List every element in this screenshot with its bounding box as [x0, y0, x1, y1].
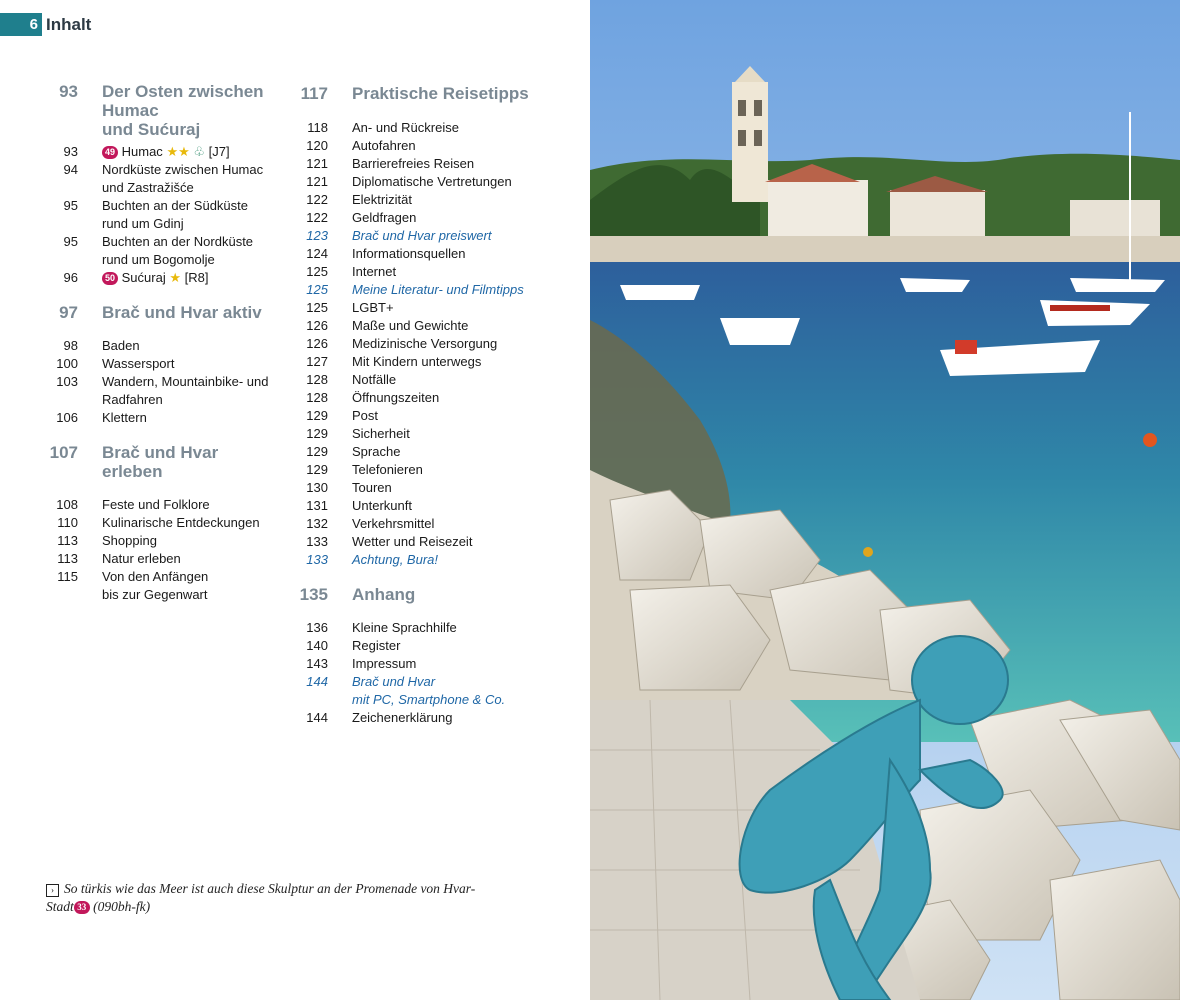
map-pin-icon: 49	[102, 146, 118, 159]
caption-arrow-icon: ›	[46, 884, 59, 897]
entry-title: Unterkunft	[352, 498, 412, 513]
toc-entry[interactable]	[290, 209, 550, 227]
entry-title: Brač und Hvar preiswert	[352, 228, 492, 243]
star-rating-icon: ★	[169, 270, 181, 285]
entry-page-number: 120	[306, 138, 328, 153]
entry-title: Touren	[352, 480, 392, 495]
entry-title: Post	[352, 408, 379, 423]
page-header	[0, 13, 91, 36]
toc-entry[interactable]: 106 Klettern	[56, 410, 147, 425]
entry-title: Wetter und Reisezeit	[352, 534, 473, 549]
entry-title: Sprache	[352, 444, 401, 459]
section-title: Der Osten zwischen Humac und Sućuraj	[102, 82, 264, 139]
toc-entry[interactable]	[290, 497, 550, 515]
toc-entry[interactable]	[290, 479, 550, 497]
toc-entry[interactable]	[290, 619, 550, 637]
nature-icon: ♧	[193, 144, 206, 159]
entry-page-number: 130	[306, 480, 328, 495]
toc-entry[interactable]: 113 Shopping	[57, 533, 157, 548]
toc-entry[interactable]	[290, 515, 550, 533]
toc-entry[interactable]: 95 Buchten an der Nordküste rund um Bogomolje	[63, 234, 254, 267]
toc-section-heading[interactable]: 117 Praktische Reisetipps	[300, 84, 529, 103]
toc-entry[interactable]: 93 49 Humac ★★ ♧ [J7]	[63, 144, 230, 159]
toc-entry[interactable]	[290, 335, 550, 353]
entry-title: Impressum	[352, 656, 417, 671]
toc-entry[interactable]	[290, 673, 550, 691]
toc-entry[interactable]	[290, 533, 550, 551]
toc-section-heading[interactable]: 107 Brač und Hvar erleben	[49, 443, 219, 481]
entry-page-number: 118	[307, 120, 328, 135]
entry-title: Barrierefreies Reisen	[352, 156, 475, 171]
entry-title: Sicherheit	[352, 426, 410, 441]
hvar-harbour-photo	[590, 0, 1180, 1000]
entry-title: Zeichenerklärung	[352, 710, 453, 725]
entry-page-number: 136	[306, 620, 328, 635]
entry-page-number: 126	[306, 336, 328, 351]
toc-entry[interactable]	[290, 551, 550, 569]
section-page-number: 93	[59, 82, 78, 101]
toc-entry[interactable]	[290, 407, 550, 425]
toc-entry[interactable]: 108 Feste und Folklore	[56, 497, 210, 512]
entry-page-number: 125	[306, 300, 328, 315]
toc-entry[interactable]: 100 Wassersport	[56, 356, 175, 371]
entry-page-number: 123	[306, 228, 328, 243]
entry-title: Meine Literatur- und Filmtipps	[352, 282, 524, 297]
toc-entry[interactable]: 98 Baden	[63, 338, 140, 353]
toc-column-left	[40, 80, 280, 604]
map-grid-ref: [J7]	[208, 144, 230, 159]
toc-entry[interactable]: 94 Nordküste zwischen Humac und Zastražišće	[63, 162, 264, 195]
entry-title: Elektrizität	[352, 192, 412, 207]
entry-title: Geldfragen	[352, 210, 417, 225]
entry-page-number: 128	[306, 390, 328, 405]
page-number: 6	[0, 13, 42, 36]
toc-section-heading[interactable]	[40, 82, 280, 139]
toc-entry[interactable]: 103 Wandern, Mountainbike- und Radfahren	[56, 374, 269, 407]
entry-title: Internet	[352, 264, 397, 279]
star-rating-icon: ★★	[166, 144, 190, 159]
entry-title: Telefonieren	[352, 462, 423, 477]
entry-page-number: 127	[306, 354, 328, 369]
toc-entry[interactable]	[290, 281, 550, 299]
toc-entry[interactable]	[290, 691, 550, 709]
entry-page-number: 129	[306, 444, 328, 459]
entry-title: Kleine Sprachhilfe	[352, 620, 457, 635]
toc-entry[interactable]: 113 Natur erleben	[57, 551, 181, 566]
map-pin-icon: 50	[102, 272, 118, 285]
entry-title: Diplomatische Vertretungen	[352, 174, 512, 189]
entry-page-number: 132	[306, 516, 328, 531]
photo-caption: › So türkis wie das Meer ist auch diese Skulptur an der Promenade von Hvar-Stadt 33 (090bh-fk)	[46, 881, 476, 914]
toc-entry[interactable]	[290, 461, 550, 479]
page-title: Inhalt	[46, 14, 92, 34]
entry-page-number: 129	[306, 426, 328, 441]
entry-title: Medizinische Versorgung	[352, 336, 498, 351]
entry-page-number: 122	[306, 210, 328, 225]
entry-page-number: 129	[306, 408, 328, 423]
toc-entry[interactable]	[290, 637, 550, 655]
entry-page-number: 126	[306, 318, 328, 333]
entry-page-number: 144	[306, 710, 328, 725]
entry-page-number: 122	[306, 192, 328, 207]
toc-entry[interactable]	[290, 443, 550, 461]
entry-page-number: 121	[306, 174, 328, 189]
entry-page-number	[290, 691, 328, 709]
entry-title: mit PC, Smartphone & Co.	[352, 692, 506, 707]
toc-section-heading[interactable]: 97 Brač und Hvar aktiv	[59, 303, 262, 322]
entry-title: Mit Kindern unterwegs	[352, 354, 482, 369]
entry-page-number: 133	[306, 534, 328, 549]
entry-title: Informationsquellen	[352, 246, 466, 261]
toc-entry[interactable]	[290, 709, 550, 727]
toc-entry[interactable]	[290, 353, 550, 371]
toc-entry[interactable]	[290, 155, 550, 173]
toc-entry[interactable]	[290, 655, 550, 673]
entry-page-number: 143	[306, 656, 328, 671]
toc-entry[interactable]: 95 Buchten an der Südküste rund um Gdinj	[63, 198, 248, 231]
toc-entry[interactable]	[290, 173, 550, 191]
map-grid-ref: [R8]	[184, 270, 209, 285]
entry-title: Brač und Hvar	[352, 674, 436, 689]
toc-entry[interactable]	[290, 245, 550, 263]
entry-title: Öffnungszeiten	[352, 390, 440, 405]
toc-entry[interactable]	[290, 389, 550, 407]
entry-title: An- und Rückreise	[352, 120, 459, 135]
entry-title: Autofahren	[352, 138, 416, 153]
toc-entry[interactable]	[290, 425, 550, 443]
entry-page-number: 125	[306, 282, 328, 297]
entry-title: LGBT+	[352, 300, 394, 315]
entry-page-number: 144	[306, 674, 328, 689]
map-pin-icon: 33	[74, 901, 90, 914]
toc-entry[interactable]	[290, 263, 550, 281]
entry-page-number: 128	[306, 372, 328, 387]
entry-page-number: 133	[306, 552, 328, 567]
toc-entry[interactable]	[290, 371, 550, 389]
toc-entry[interactable]	[290, 137, 550, 155]
toc-column-right	[290, 80, 550, 727]
toc-entry[interactable]: 96 50 Sućuraj ★ [R8]	[63, 270, 209, 285]
entry-page-number: 125	[306, 264, 328, 279]
toc-entry[interactable]	[290, 119, 550, 137]
toc-entry[interactable]	[290, 191, 550, 209]
entry-page-number: 121	[306, 156, 328, 171]
entry-title: Maße und Gewichte	[352, 318, 469, 333]
entry-page-number: 124	[306, 246, 328, 261]
entry-page-number: 140	[306, 638, 328, 653]
toc-entry[interactable]: 115 Von den Anfängen bis zur Gegenwart	[57, 569, 209, 602]
toc-entry[interactable]	[290, 317, 550, 335]
entry-title: Achtung, Bura!	[352, 552, 438, 567]
entry-page-number: 129	[306, 462, 328, 477]
entry-title: Verkehrsmittel	[352, 516, 435, 531]
toc-entry[interactable]: 110 Kulinarische Entdeckungen	[57, 515, 260, 530]
entry-title: Register	[352, 638, 401, 653]
entry-page-number: 131	[306, 498, 328, 513]
toc-entry[interactable]	[290, 299, 550, 317]
toc-entry[interactable]	[290, 227, 550, 245]
toc-section-heading[interactable]: 135 Anhang	[299, 585, 416, 604]
entry-title: Notfälle	[352, 372, 397, 387]
